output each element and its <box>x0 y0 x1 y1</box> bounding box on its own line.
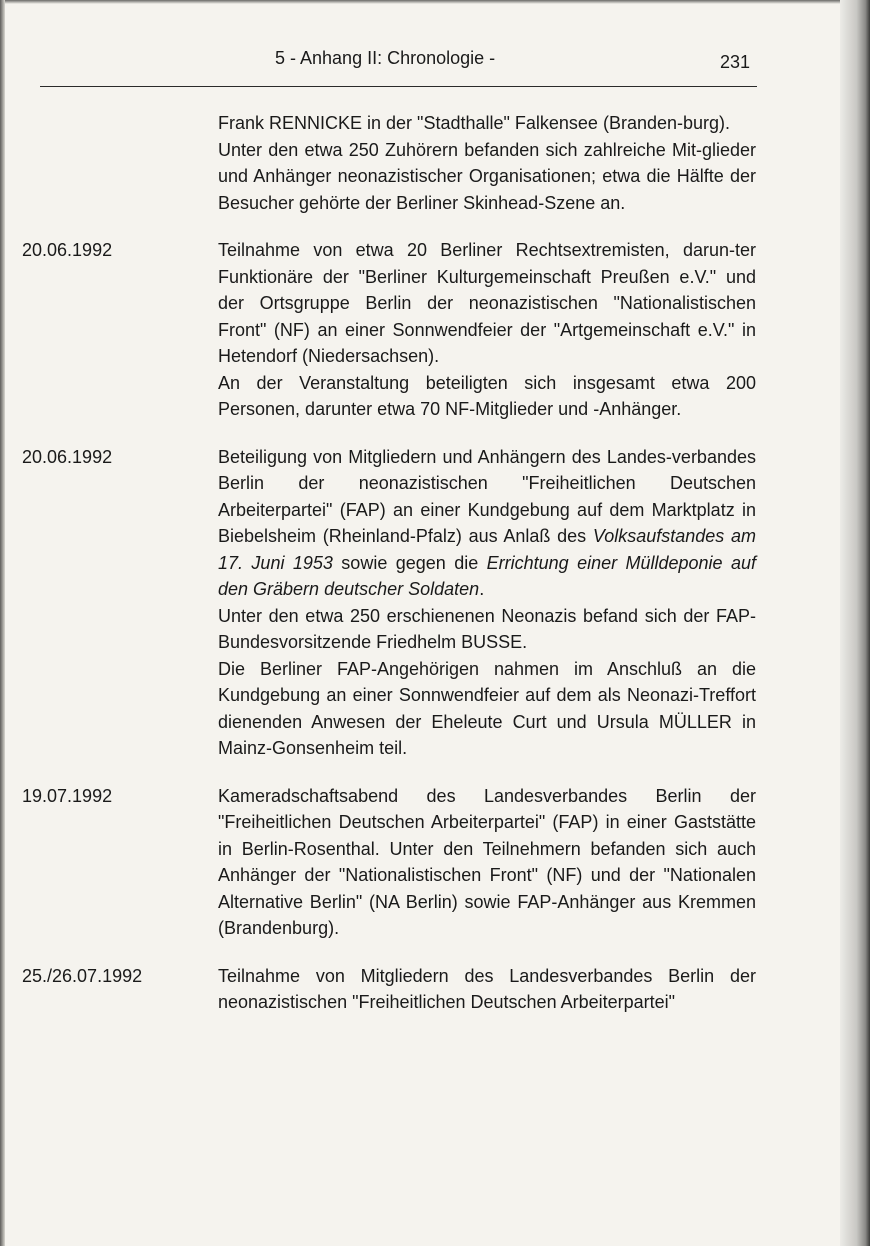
entry-date: 19.07.1992 <box>22 785 113 806</box>
entry-body <box>218 444 756 762</box>
entry-body <box>218 783 756 942</box>
header-rule <box>40 86 757 87</box>
chronology-entry <box>0 444 870 762</box>
entry-body <box>218 963 756 1016</box>
page-header <box>0 48 870 78</box>
entry-paragraph: Frank RENNICKE in der "Stadthalle" Falkensee (Branden-burg). <box>218 113 731 133</box>
chronology-entry <box>0 783 870 942</box>
entry-paragraph: Unter den etwa 250 erschienenen Neonazis befand sich der FAP-Bundesvorsitzende Friedhelm BUSSE. <box>218 605 756 652</box>
entry-date: 25./26.07.1992 <box>22 965 143 986</box>
entry-body <box>218 237 756 423</box>
entry-paragraph: Teilnahme von Mitgliedern des Landesverbandes Berlin der neonazistischen "Freiheitlichen Deutschen Arbeiterpartei" <box>218 965 756 1012</box>
chronology-list <box>0 110 870 1037</box>
chronology-entry <box>0 110 870 216</box>
chronology-entry <box>0 237 870 423</box>
entry-paragraph <box>218 444 756 603</box>
chronology-entry <box>0 963 870 1016</box>
entry-paragraph: An der Veranstaltung beteiligten sich insgesamt etwa 200 Personen, darunter etwa 70 NF-Mitglieder und -Anhänger. <box>218 372 756 419</box>
entry-paragraph: Teilnahme von etwa 20 Berliner Rechtsextremisten, darun-ter Funktionäre der "Berliner Kulturgemeinschaft Preußen e.V." und der Ortsgruppe Berlin der neonazistischen "Nationalistischen Front" (NF) an einer Sonnwendfeier der "Artgemeinschaft e.V." in Hetendorf (Niedersachsen). <box>218 240 756 366</box>
entry-date: 20.06.1992 <box>22 446 113 467</box>
entry-paragraph: Die Berliner FAP-Angehörigen nahmen im Anschluß an die Kundgebung an einer Sonnwendfeier auf dem als Neonazi-Treffort dienenden Anwesen der Eheleute Curt und Ursula MÜLLER in Mainz-Gonsenheim teil. <box>218 658 756 758</box>
entry-paragraph: Kameradschaftsabend des Landesverbandes Berlin der "Freiheitlichen Deutschen Arbeiterpartei" (FAP) in einer Gaststätte in Berlin-Rosenthal. Unter den Teilnehmern befanden sich auch Anhänger der "Nationalistischen Front" (NF) und der "Nationalen Alternative Berlin" (NA Berlin) sowie FAP-Anhänger aus Kremmen (Brandenburg). <box>218 785 756 938</box>
entry-body <box>218 110 756 216</box>
text-run: Beteiligung von Mitgliedern und Anhängern des Landes-verbandes Berlin der neonazistischen "Freiheitlichen Deutschen Arbeiterpartei" (FAP) an einer Kundgebung auf dem Marktplatz in Biebelsheim (Rheinland-Pfalz) aus Anlaß des <box>218 446 756 546</box>
italic-text: Errichtung einer Mülldeponie auf den Gräbern deutscher Soldaten <box>218 552 756 599</box>
text-run: sowie gegen die <box>332 552 487 573</box>
italic-text: Volksaufstandes am 17. Juni 1953 <box>218 526 757 573</box>
running-title: 5 - Anhang II: Chronologie - <box>275 48 496 68</box>
page-edge-top <box>0 0 870 4</box>
text-run: . <box>479 579 485 599</box>
entry-paragraph: Unter den etwa 250 Zuhörern befanden sich zahlreiche Mit-glieder und Anhänger neonazistischer Organisationen; etwa die Hälfte der Besucher gehörte der Berliner Skinhead-Szene an. <box>218 139 756 213</box>
page-number: 231 <box>720 52 751 72</box>
entry-date: 20.06.1992 <box>22 240 113 260</box>
